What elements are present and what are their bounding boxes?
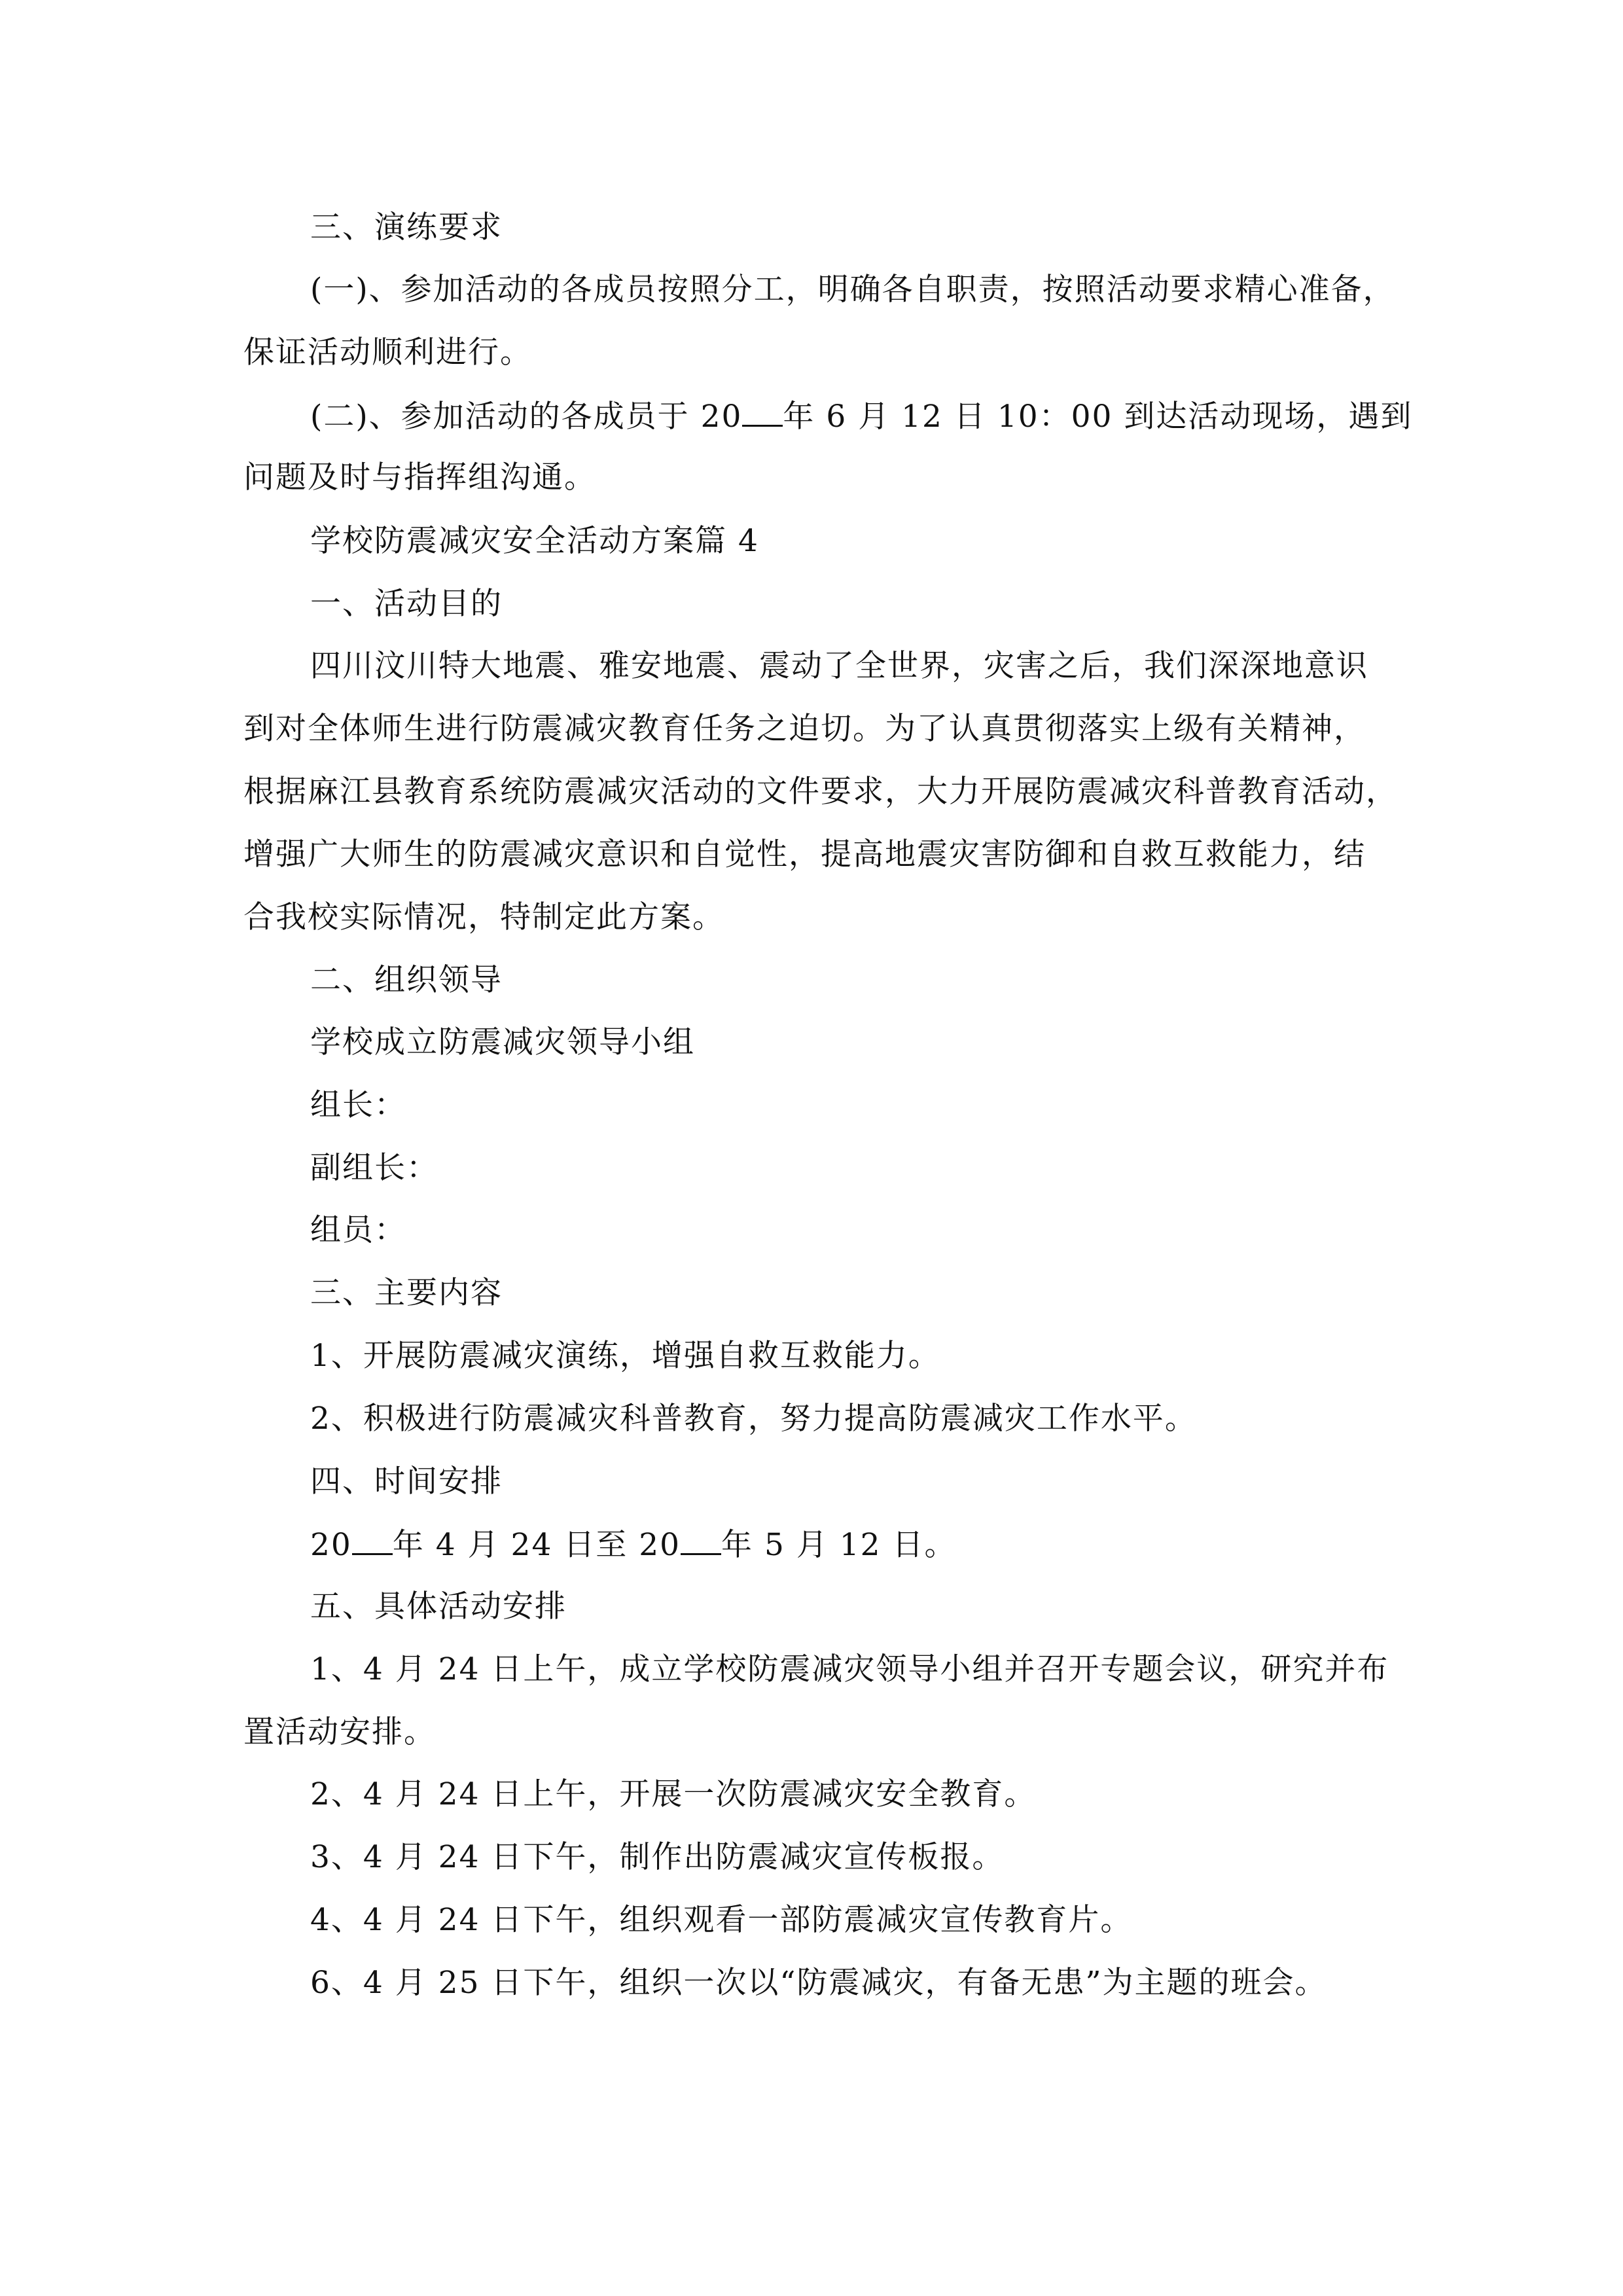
text-run: 年 5 月 12 日。 [721, 1527, 957, 1563]
paragraph-line: 四川汶川特大地震、雅安地震、震动了全世界，灾害之后，我们深深地意识 [310, 648, 1368, 684]
list-item: 2、4 月 24 日上午，开展一次防震减灾安全教育。 [310, 1776, 1037, 1812]
paragraph-line: 合我校实际情况，特制定此方案。 [243, 899, 724, 935]
text-run: 20 [310, 1527, 352, 1563]
paragraph-line: 增强广大师生的防震减灾意识和自觉性，提高地震灾害防御和自救互救能力，结 [243, 836, 1366, 872]
section-heading-drill-requirements: 三、演练要求 [310, 209, 503, 245]
paragraph-line: 保证活动顺利进行。 [243, 334, 532, 370]
paragraph-line: 问题及时与指挥组沟通。 [243, 459, 596, 495]
list-item: 3、4 月 24 日下午，制作出防震减灾宣传板报。 [310, 1839, 1005, 1875]
paragraph-line: (一)、参加活动的各成员按照分工，明确各自职责，按照活动要求精心准备， [310, 272, 1395, 308]
paragraph-line [310, 396, 1412, 437]
list-item: 1、4 月 24 日上午，成立学校防震减灾领导小组并召开专题会议，研究并布 [310, 1651, 1389, 1687]
paragraph-line: 根据麻江县教育系统防震减灾活动的文件要求，大力开展防震减灾科普教育活动， [243, 774, 1398, 810]
paragraph-line: 学校成立防震减灾领导小组 [310, 1024, 695, 1060]
list-item-continuation: 置活动安排。 [243, 1714, 436, 1750]
list-item: 2、积极进行防震减灾科普教育，努力提高防震减灾工作水平。 [310, 1401, 1197, 1437]
field-label-members: 组员： [310, 1212, 406, 1248]
list-item: 6、4 月 25 日下午，组织一次以“防震减灾，有备无患”为主题的班会。 [310, 1965, 1327, 2001]
fill-in-blank [742, 396, 783, 427]
document-subtitle: 学校防震减灾安全活动方案篇 4 [310, 523, 759, 559]
section-heading-activity-arrangement: 五、具体活动安排 [310, 1588, 567, 1624]
section-heading-main-content: 三、主要内容 [310, 1275, 503, 1311]
section-heading-schedule: 四、时间安排 [310, 1463, 503, 1499]
paragraph-line: 到对全体师生进行防震减灾教育任务之迫切。为了认真贯彻落实上级有关精神， [243, 711, 1366, 747]
section-heading-activity-purpose: 一、活动目的 [310, 586, 503, 622]
list-item: 1、开展防震减灾演练，增强自救互救能力。 [310, 1338, 940, 1374]
text-run: 年 4 月 24 日至 20 [392, 1527, 681, 1563]
text-run: (二)、参加活动的各成员于 20 [310, 399, 743, 435]
list-item: 4、4 月 24 日下午，组织观看一部防震减灾宣传教育片。 [310, 1902, 1133, 1938]
field-label-leader: 组长： [310, 1087, 406, 1123]
field-label-deputy-leader: 副组长： [310, 1150, 438, 1186]
fill-in-blank [352, 1524, 393, 1555]
text-run: 年 6 月 12 日 10：00 到达活动现场，遇到 [783, 399, 1413, 435]
paragraph-line [310, 1524, 957, 1565]
section-heading-organization: 二、组织领导 [310, 962, 503, 998]
fill-in-blank [681, 1524, 721, 1555]
